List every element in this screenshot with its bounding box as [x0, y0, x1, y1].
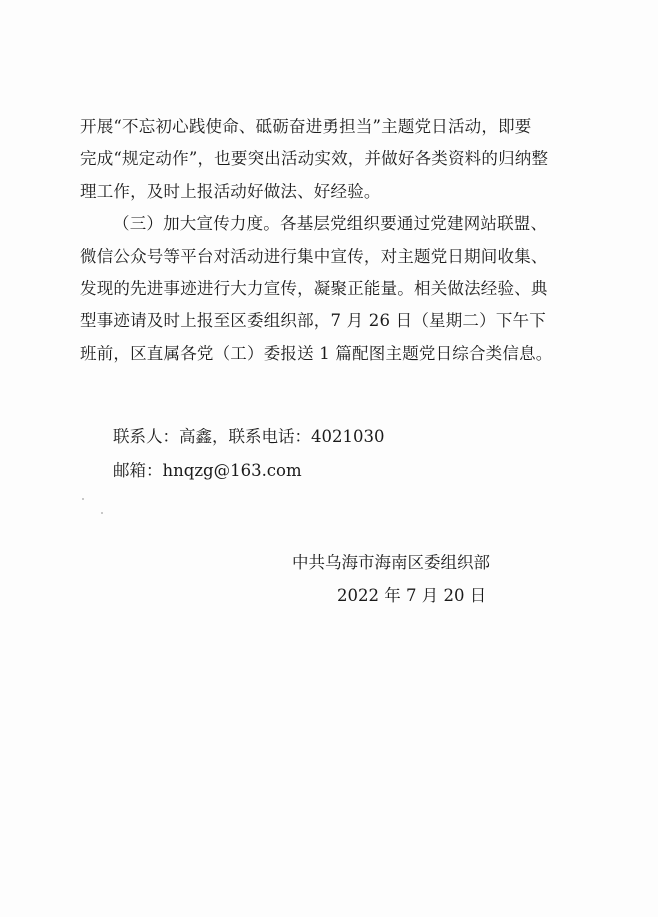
text-line: 发现的先进事迹进行大力宣传，凝聚正能量。相关做法经验、典 [80, 279, 548, 299]
text-line: 班前，区直属各党（工）委报送 1 篇配图主题党日综合类信息。 [80, 343, 553, 363]
text-line: 微信公众号等平台对活动进行集中宣传，对主题党日期间收集、 [80, 246, 548, 266]
paragraph-activity-requirements [80, 111, 600, 208]
document-body [80, 111, 600, 370]
signature-organization: 中共乌海市海南区委组织部 [292, 553, 490, 572]
text-line: 开展“不忘初心践使命、砥砺奋进勇担当”主题党日活动，即要 [80, 117, 532, 136]
scan-speck [82, 498, 84, 500]
contact-person: 联系人：高鑫，联系电话：4021030 [113, 427, 385, 446]
text-line: （三）加大宣传力度。各基层党组织要通过党建网站联盟、 [113, 214, 548, 234]
signature-date: 2022 年 7 月 20 日 [337, 586, 487, 605]
text-line: 理工作，及时上报活动好做法、好经验。 [80, 181, 381, 201]
contact-email: 邮箱：hnqzg@163.com [113, 461, 302, 480]
text-line: 完成“规定动作”，也要突出活动实效，并做好各类资料的归纳整 [80, 149, 549, 169]
paragraph-publicity [80, 208, 600, 370]
scan-speck [101, 512, 103, 514]
text-line: 型事迹请及时上报至区委组织部，7 月 26 日（星期二）下午下 [80, 311, 546, 331]
